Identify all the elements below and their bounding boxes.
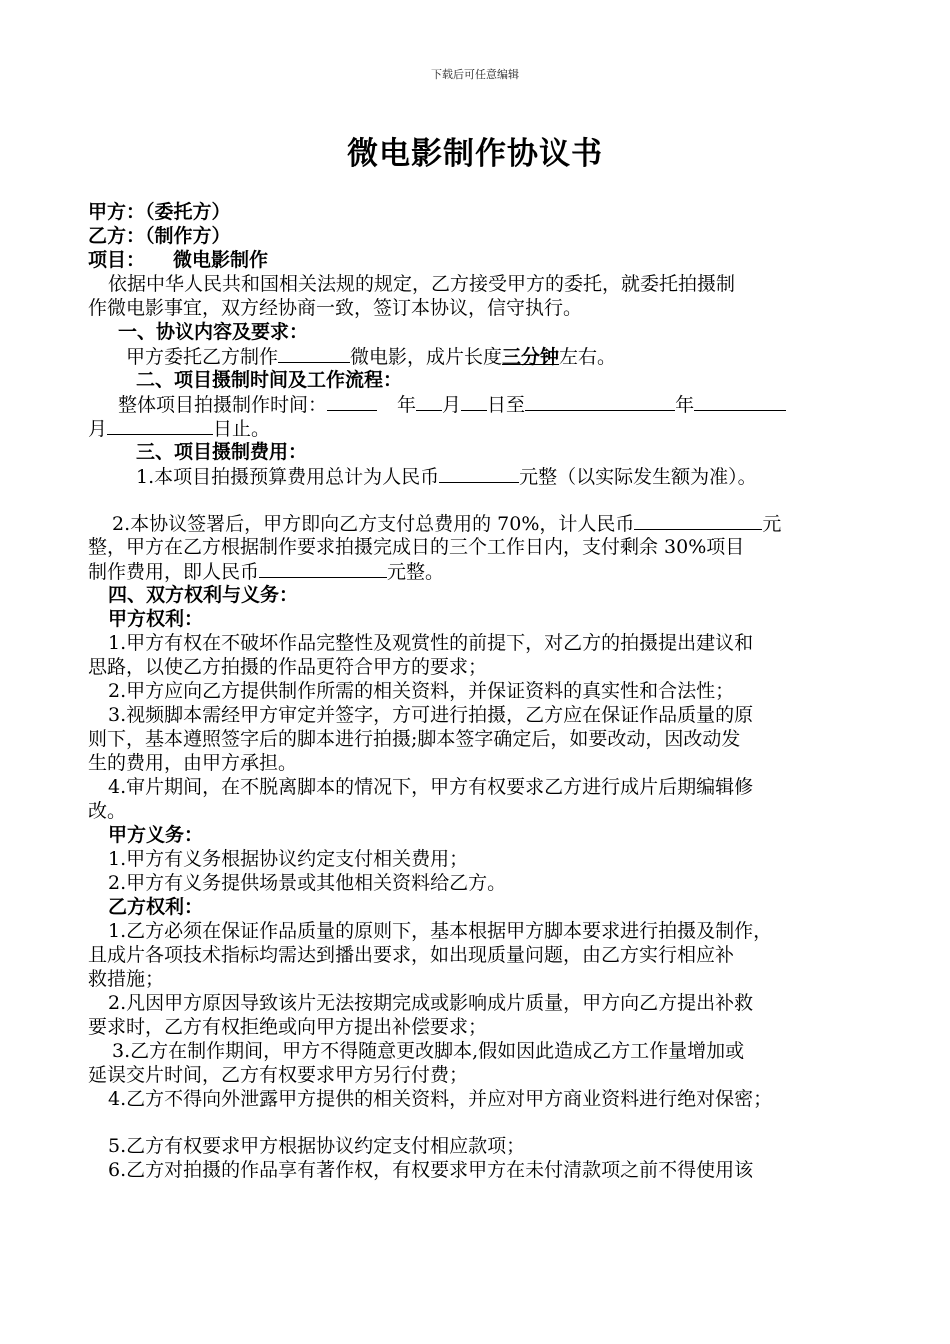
blank-field[interactable] <box>439 464 519 483</box>
blank-field[interactable] <box>416 392 442 411</box>
party-a-right-4-line-1: 4.审片期间，在不脱离脚本的情况下，甲方有权要求乙方进行成片后期编辑修 <box>108 776 754 798</box>
header-note: 下载后可任意编辑 <box>431 68 519 81</box>
party-b-line: 乙方：（制作方） <box>88 225 231 247</box>
section-2-line-2: 月 日止。 <box>88 418 271 440</box>
blank-field[interactable] <box>327 392 377 411</box>
blank-field[interactable] <box>278 344 350 363</box>
section-3-item-2-line-1: 2.本协议签署后，甲方即向乙方支付总费用的 70%，计人民币 元 <box>112 513 782 535</box>
party-a-right-3-line-3: 生的费用，由甲方承担。 <box>88 752 298 774</box>
intro-line-1: 依据中华人民共和国相关法规的规定，乙方接受甲方的委托，就委托拍摄制 <box>108 273 736 295</box>
project-label: 项目： <box>88 249 146 271</box>
section-2-line-1: 整体项目拍摄制作时间： 年 月 日至 年 <box>88 392 878 416</box>
duration-value: 三分钟 <box>502 346 560 368</box>
blank-field[interactable] <box>634 511 762 530</box>
section-3-item-1: 1.本项目拍摄预算费用总计为人民币 元整（以实际发生额为准）。 <box>136 466 757 488</box>
section-1-text: 甲方委托乙方制作 微电影，成片长度三分钟左右。 <box>126 346 617 368</box>
project-line <box>88 248 878 272</box>
document-body <box>88 200 878 1182</box>
document-title: 微电影制作协议书 <box>347 136 603 172</box>
party-a-right-2: 2.甲方应向乙方提供制作所需的相关资料，并保证资料的真实性和合法性； <box>108 680 735 702</box>
party-b-right-6: 6.乙方对拍摄的作品享有著作权，有权要求甲方在未付清款项之前不得使用该 <box>108 1159 754 1181</box>
blank-field[interactable] <box>461 392 487 411</box>
intro-line-2: 作微电影事宜，双方经协商一致，签订本协议，信守执行。 <box>88 297 583 319</box>
section-2-heading: 二、项目摄制时间及工作流程： <box>136 369 403 391</box>
section-3-heading: 三、项目摄制费用： <box>136 441 308 463</box>
party-b-right-1-line-3: 救措施； <box>88 968 165 990</box>
party-b-right-3-line-2: 延误交片时间，乙方有权要求甲方另行付费； <box>88 1064 469 1086</box>
party-b-right-4: 4.乙方不得向外泄露甲方提供的相关资料，并应对甲方商业资料进行绝对保密； <box>108 1088 773 1110</box>
party-b-right-1-line-2: 且成片各项技术指标均需达到播出要求，如出现质量问题，由乙方实行相应补 <box>88 944 735 966</box>
party-b-right-3-line-1: 3.乙方在制作期间，甲方不得随意更改脚本,假如因此造成乙方工作量增加或 <box>112 1040 745 1062</box>
section-3-item-2-line-3: 制作费用，即人民币 元整。 <box>88 561 445 583</box>
party-a-line: 甲方：（委托方） <box>88 201 231 223</box>
party-a-duty-1: 1.甲方有义务根据协议约定支付相关费用； <box>108 848 469 870</box>
party-a-duty-2: 2.甲方有义务提供场景或其他相关资料给乙方。 <box>108 872 507 894</box>
party-a-duties-heading: 甲方义务： <box>108 824 204 846</box>
blank-field[interactable] <box>525 392 675 411</box>
blank-field[interactable] <box>694 392 786 411</box>
party-b-right-2-line-1: 2.凡因甲方原因导致该片无法按期完成或影响成片质量，甲方向乙方提出补救 <box>108 992 754 1014</box>
party-b-right-5: 5.乙方有权要求甲方根据协议约定支付相应款项； <box>108 1135 526 1157</box>
project-name: 微电影制作 <box>173 249 269 271</box>
party-a-rights-heading: 甲方权利： <box>108 608 204 630</box>
party-a-right-1-line-1: 1.甲方有权在不破坏作品完整性及观赏性的前提下，对乙方的拍摄提出建议和 <box>108 632 754 654</box>
party-b-right-2-line-2: 要求时，乙方有权拒绝或向甲方提出补偿要求； <box>88 1016 488 1038</box>
party-a-right-4-line-2: 改。 <box>88 800 127 822</box>
blank-field[interactable] <box>107 416 213 435</box>
party-b-rights-heading: 乙方权利： <box>108 896 204 918</box>
party-a-right-3-line-1: 3.视频脚本需经甲方审定并签字，方可进行拍摄，乙方应在保证作品质量的原 <box>108 704 754 726</box>
section-4-heading: 四、双方权利与义务： <box>108 584 299 606</box>
section-3-item-2-line-2: 整，甲方在乙方根据制作要求拍摄完成日的三个工作日内，支付剩余 30%项目 <box>88 536 745 558</box>
section-1-heading: 一、协议内容及要求： <box>118 321 309 343</box>
party-b-right-1-line-1: 1.乙方必须在保证作品质量的原则下，基本根据甲方脚本要求进行拍摄及制作， <box>108 920 773 942</box>
party-a-right-3-line-2: 则下，基本遵照签字后的脚本进行拍摄;脚本签字确定后，如要改动，因改动发 <box>88 728 741 750</box>
party-a-right-1-line-2: 思路，以使乙方拍摄的作品更符合甲方的要求； <box>88 656 488 678</box>
blank-field[interactable] <box>259 559 387 578</box>
